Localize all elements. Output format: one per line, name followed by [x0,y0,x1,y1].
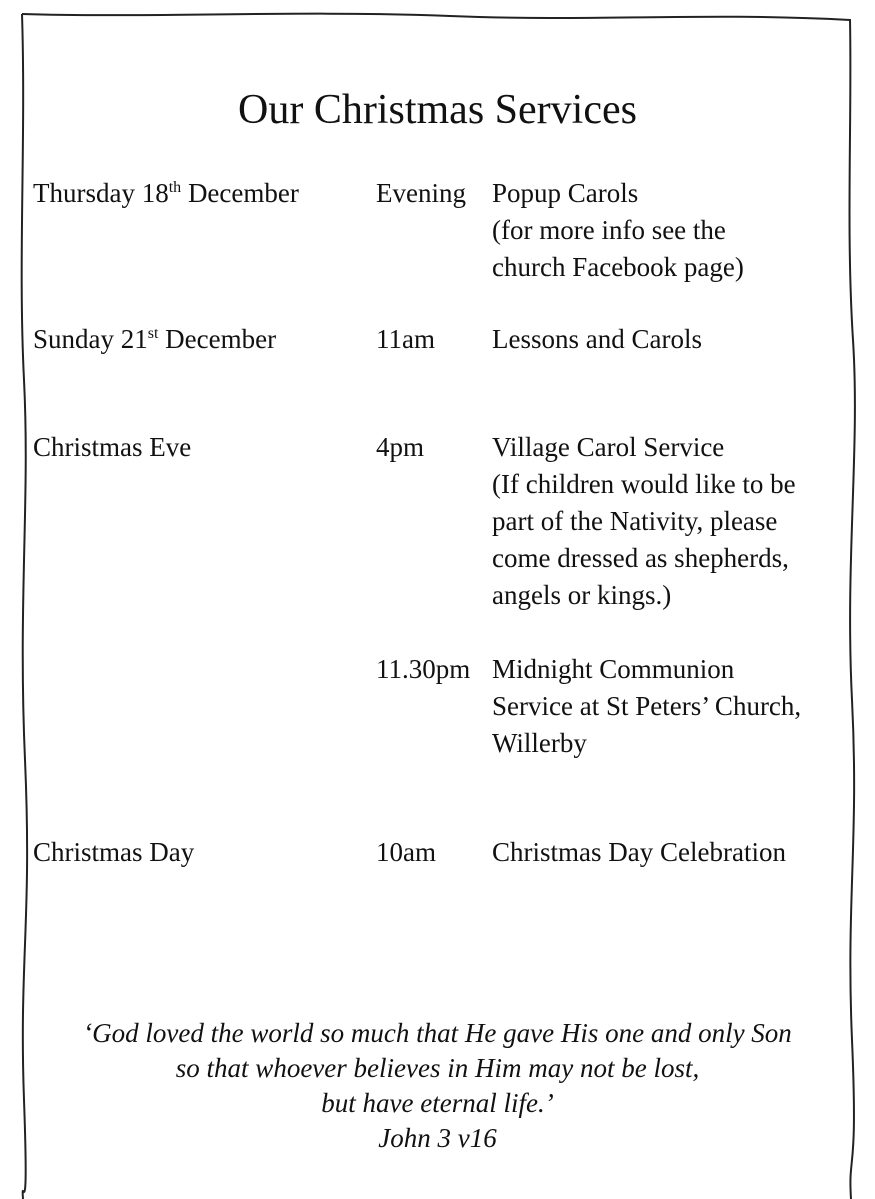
service-time: Evening [376,178,466,208]
service-time: 11.30pm [376,654,471,684]
service-description: Midnight Communion Service at St Peters’ Church, Willerby [492,654,802,758]
page-title: Our Christmas Services [238,87,637,133]
service-description: Village Carol Service (If children would like to be part of the Nativity, please come dressed as shepherds, angels or kings.) [492,432,796,610]
service-day: Sunday 21st December [33,324,277,354]
service-description: Lessons and Carols [492,324,702,354]
service-time: 10am [376,837,436,867]
service-day: Thursday 18th December [33,178,299,208]
service-day: Christmas Day [33,837,195,867]
service-description: Christmas Day Celebration [492,837,786,867]
service-time: 11am [376,324,435,354]
service-day: Christmas Eve [33,432,192,462]
bible-quote: ‘God loved the world so much that He gave His one and only Son so that whoever believes in Him may not be lost, but have eternal life.’ John 3 v16 [0,1016,875,1156]
service-time: 4pm [376,432,425,462]
quote-reference: John 3 v16 [378,1123,497,1153]
service-description: Popup Carols (for more info see the church Facebook page) [492,178,744,282]
